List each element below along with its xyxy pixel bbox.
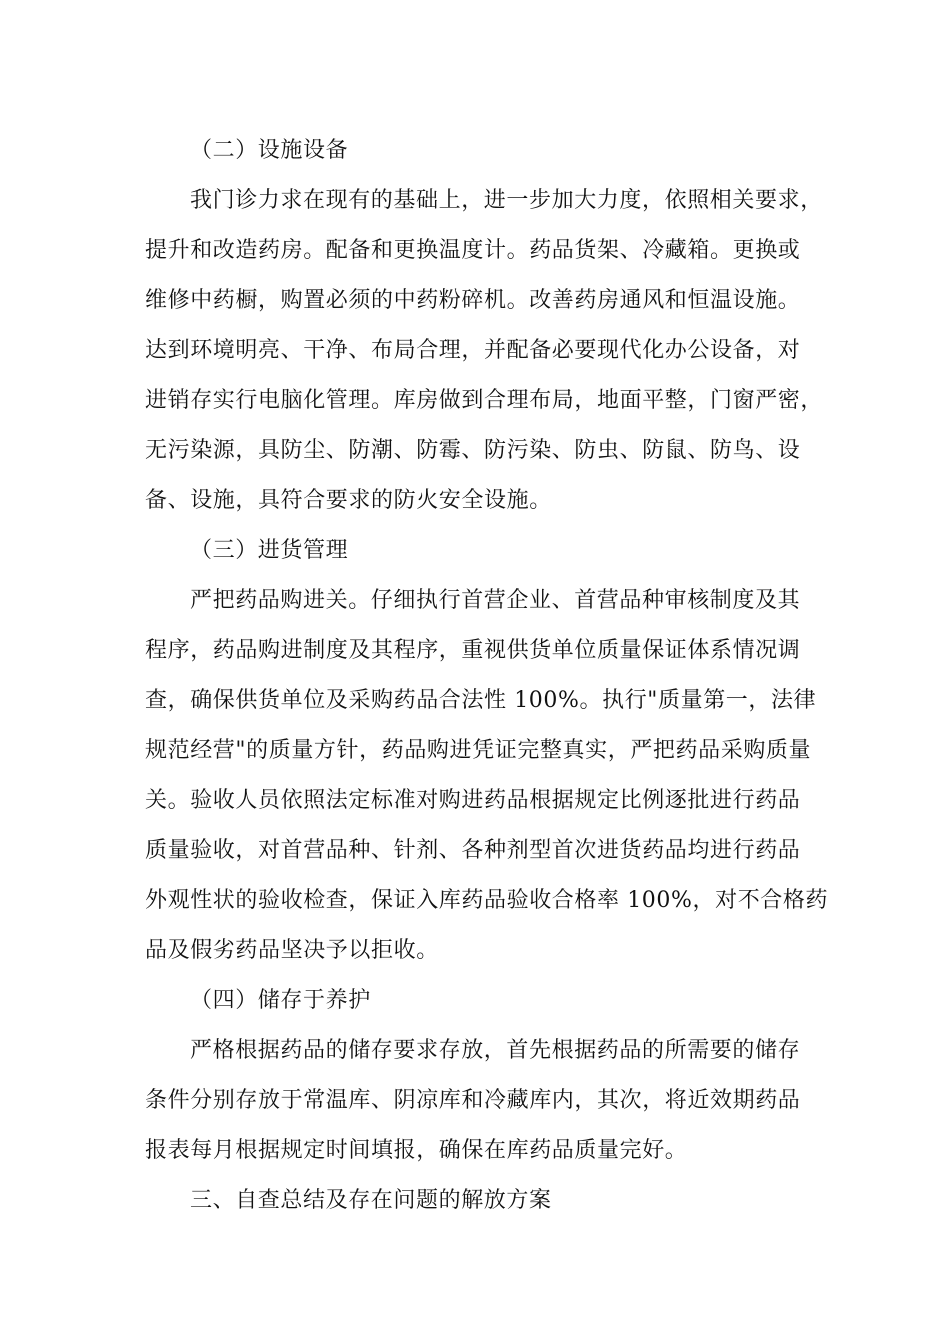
paragraph-line: 我门诊力求在现有的基础上，进一步加大力度，依照相关要求， bbox=[190, 188, 823, 213]
paragraph-line: 条件分别存放于常温库、阴凉库和冷藏库内，其次，将近效期药品 bbox=[145, 1088, 801, 1113]
paragraph-line: 外观性状的验收检查，保证入库药品验收合格率 100%，对不合格药 bbox=[145, 888, 829, 913]
section-heading-self-inspection: 三、自查总结及存在问题的解放方案 bbox=[190, 1188, 552, 1213]
paragraph-line: 维修中药橱，购置必须的中药粉碎机。改善药房通风和恒温设施。 bbox=[145, 288, 801, 313]
paragraph-line: 提升和改造药房。配备和更换温度计。药品货架、冷藏箱。更换或 bbox=[145, 238, 801, 263]
paragraph-line: 关。验收人员依照法定标准对购进药品根据规定比例逐批进行药品 bbox=[145, 788, 801, 813]
paragraph-line: 严格根据药品的储存要求存放，首先根据药品的所需要的储存 bbox=[190, 1038, 801, 1063]
paragraph-line: 进销存实行电脑化管理。库房做到合理布局，地面平整，门窗严密， bbox=[145, 388, 824, 413]
section-heading-storage: （四）储存于养护 bbox=[190, 988, 371, 1013]
paragraph-line: 无污染源，具防尘、防潮、防霉、防污染、防虫、防鼠、防鸟、设 bbox=[145, 438, 801, 463]
paragraph-line: 品及假劣药品坚决予以拒收。 bbox=[145, 938, 439, 963]
paragraph-line: 备、设施，具符合要求的防火安全设施。 bbox=[145, 488, 552, 513]
paragraph-line: 查，确保供货单位及采购药品合法性 100%。执行"质量第一，法律 bbox=[145, 688, 817, 713]
paragraph-line: 严把药品购进关。仔细执行首营企业、首营品种审核制度及其 bbox=[190, 588, 801, 613]
paragraph-line: 程序，药品购进制度及其程序，重视供货单位质量保证体系情况调 bbox=[145, 638, 801, 663]
section-heading-purchasing: （三）进货管理 bbox=[190, 538, 349, 563]
paragraph-line: 质量验收，对首营品种、针剂、各种剂型首次进货药品均进行药品 bbox=[145, 838, 801, 863]
paragraph-line: 达到环境明亮、干净、布局合理，并配备必要现代化办公设备，对 bbox=[145, 338, 801, 363]
paragraph-line: 报表每月根据规定时间填报，确保在库药品质量完好。 bbox=[145, 1138, 688, 1163]
paragraph-line: 规范经营"的质量方针，药品购进凭证完整真实，严把药品采购质量 bbox=[145, 738, 812, 763]
section-heading-facilities: （二）设施设备 bbox=[190, 138, 349, 163]
